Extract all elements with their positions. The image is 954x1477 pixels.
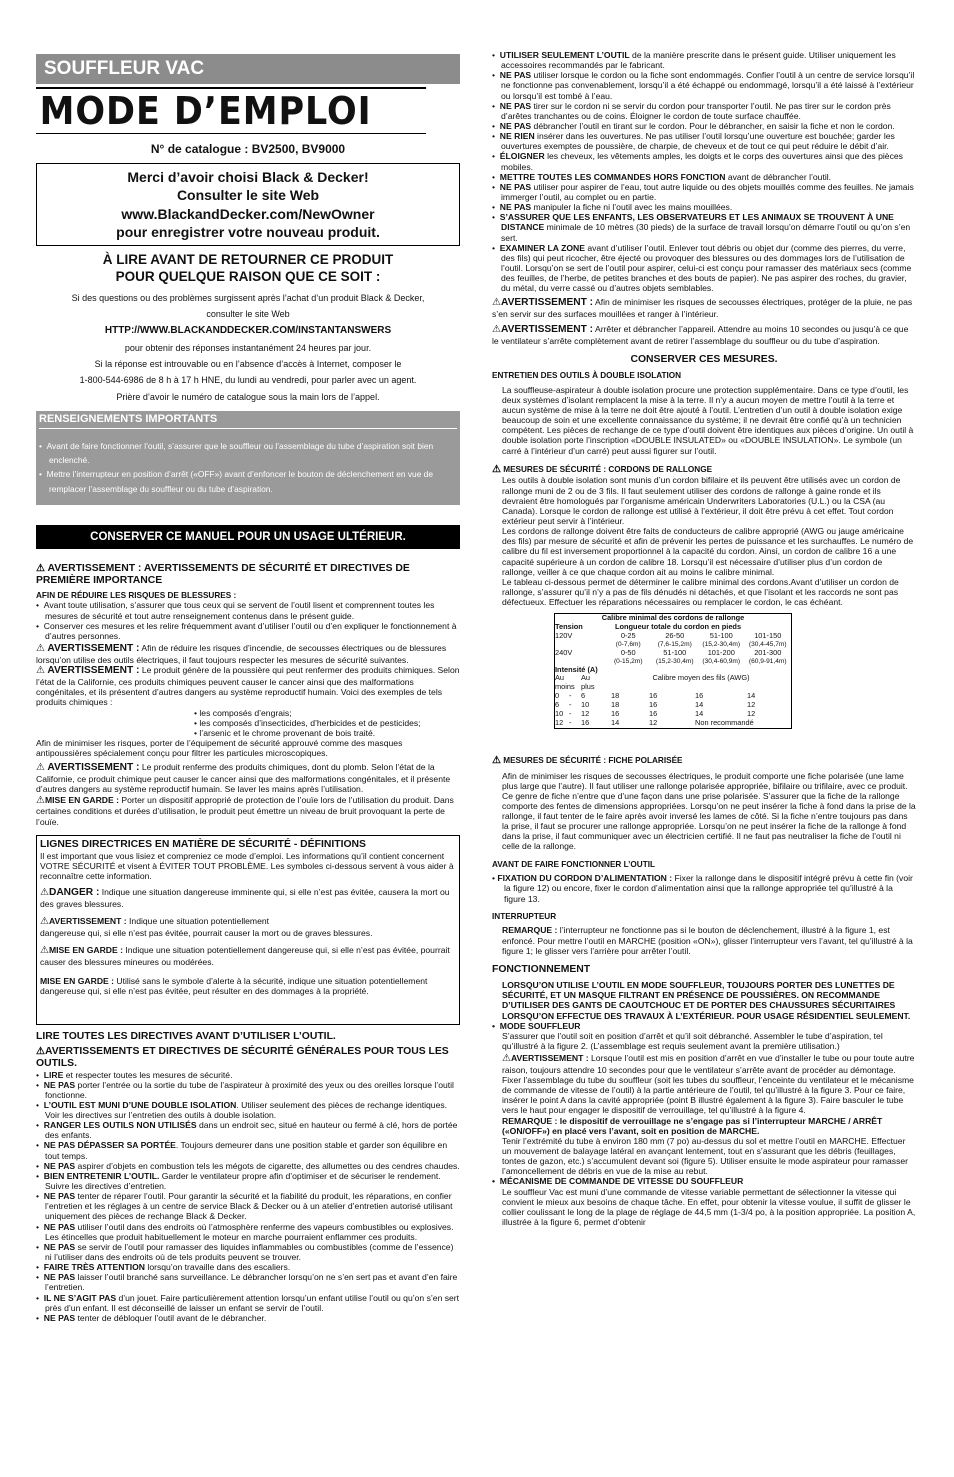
list-item: • l’arsenic et le chrome provenant de bois traité. bbox=[194, 727, 376, 738]
table-cell: 16 bbox=[649, 700, 658, 710]
item-text: les cheveux, les vêtements amples, les doigts et le corps des ouvertures ainsi que des pièces mobiles. bbox=[501, 151, 903, 172]
general-title-text: AVERTISSEMENTS ET DIRECTIVES DE SÉCURITÉ GÉNÉRALES POUR TOUS LES OUTILS. bbox=[36, 1045, 449, 1069]
heading-text: MODE SOUFFLEUR bbox=[499, 1020, 581, 1031]
item-text: Garder le ventilateur propre afin d’optimiser et de sécuriser le rendement. Suivre les directives d’entretien. bbox=[45, 1170, 441, 1192]
warning-triangle-icon: ⚠ bbox=[492, 754, 501, 766]
speed-control-heading: • MÉCANISME DE COMMANDE DE VITESSE DU SOUFFLEUR bbox=[492, 1176, 744, 1187]
item-lead: NE PAS bbox=[43, 1160, 76, 1171]
table-cell: 14 bbox=[611, 717, 620, 727]
heading-line: POUR QUELQUE RAISON QUE CE SOIT : bbox=[115, 268, 381, 284]
list-item: • NE PAS laisser l’outil branché sans surveillance. Le débrancher lorsqu’on ne s’en sert pas et avant d’en faire l’entretien. bbox=[36, 1272, 458, 1293]
definition-text: Indique une situation potentiellement dangereuse qui, si elle n’est pas évitée, pourrait causer des blessures mineures ou modérées. bbox=[40, 945, 450, 967]
column-header: Tension bbox=[555, 622, 583, 632]
table-cell: (0-7,6m) bbox=[615, 640, 641, 648]
item-text: tenter de réparer l’outil. Pour garantir la sécurité et la fiabilité du produit, les réparations, en confier l’entretien et les réglages à un centre de service Black & Decker ou à un atelier d’entretien autorisé utilisant uniquement des pièces de rechange Black & Decker. bbox=[45, 1191, 453, 1222]
table-row bbox=[555, 632, 791, 641]
item-lead: EXAMINER LA ZONE bbox=[499, 242, 585, 253]
continued-safety-list bbox=[492, 50, 916, 293]
double-insulation-text: La souffleuse-aspirateur à double isolation procure une protection supplémentaire. Dans ce type d’outil, les deux systèmes d’isolant remplacent la mise à la terre. Il n’y a aucun moyen de mettre l’outil à la terre et aucun système de mise à la terre ne doit être ajouté à l’outil. L’entretien d’un outil à double isolation exige beaucoup de soin et une excellente connaissance du système; il ne devrait être confié qu’à un technicien compétent. Les pièces de rechange de ce type d’outil doivent être identiques aux pièces d’origine. Un outil à double isolation porte l’inscription «DOUBLE INSULATED» ou «DOUBLE INSULATION». Le symbole (un carré à l’intérieur d’un carré) peut aussi figurer sur l’outil. bbox=[502, 384, 914, 456]
warning-text: Le produit renferme des produits chimiques, dont du plomb. Selon l’état de la Californie, ce produit chimique peut causer le cancer ainsi que des malformations congénitales, et il présente d’autres dangers au système reproductif humain. Se laver les mains après l’utilisation. bbox=[36, 762, 451, 795]
caution-text: Porter un dispositif approprié de protection de l’ouïe lors de l’utilisation du produit. Dans certaines conditions et durées d’utilisation, le produit peut émettre un niveau de bruit provoquant la perte de l’ouïe. bbox=[36, 794, 454, 827]
list-item: • NE PAS aspirer d’objets en combustion tels les mégots de cigarette, des allumettes ou des cendres chaudes. bbox=[36, 1160, 460, 1171]
thanks-line: Consulter le site Web bbox=[176, 187, 320, 204]
heading-text: MESURES DE SÉCURITÉ : CORDONS DE RALLONGE bbox=[503, 464, 713, 474]
warning-label: AVERTISSEMENT : bbox=[500, 297, 594, 309]
list-item: • Conserver ces mesures et les relire fréquemment avant d’utiliser l’outil ou d’en expliquer le fonctionnement à d’autres personnes. bbox=[36, 620, 457, 641]
table-row bbox=[555, 701, 791, 710]
list-item: • NE PAS tenter de débloquer l’outil avant de le débrancher. bbox=[36, 1312, 267, 1323]
definition-text: Indique une situation dangereuse imminente qui, si elle n’est pas évitée, causera la mort ou des graves blessures. bbox=[40, 887, 450, 910]
definitions-title: LIGNES DIRECTRICES EN MATIÈRE DE SÉCURITÉ - DÉFINITIONS bbox=[40, 838, 366, 850]
table-cell: (7,6-15,2m) bbox=[657, 640, 692, 648]
table-cell: Au bbox=[555, 673, 565, 683]
gauge-header: Calibre moyen des fils (AWG) bbox=[652, 673, 750, 683]
table-row bbox=[555, 692, 791, 701]
extension-cord-heading bbox=[492, 464, 916, 476]
table-cell: moins bbox=[555, 682, 575, 692]
table-cell: 51-100 bbox=[663, 647, 687, 657]
help-line: Si la réponse est introuvable ou en l’absence d’accès à Internet, composer le bbox=[94, 359, 402, 370]
definitions-intro: Il est important que vous lisiez et compreniez ce mode d’emploi. Les informations qu’il contient concernent VOTRE SÉCURITÉ et visent à ÉVITER TOUT PROBLÈME. Les symboles ci-dessous servent à vous aider à reconnaître cette information. bbox=[40, 850, 454, 881]
table-cell: 6 bbox=[555, 700, 560, 710]
item-lead: L’OUTIL EST MUNI D’UNE DOUBLE ISOLATION bbox=[43, 1099, 237, 1110]
paragraph: S’assurer que l’outil soit en position d’arrêt et qu’il soit débranché. Assembler le tube d’aspiration, tel qu’illustré à la figure 2. (L’assemblage est requis seulement avant la première utilisation.) bbox=[502, 1030, 883, 1051]
warning-text: Afin de minimiser les risques de secousses électriques, protéger de la pluie, ne pas s’en servir sur des surfaces mouillées et ranger à l’intérieur. bbox=[492, 297, 913, 320]
table-row bbox=[555, 710, 791, 719]
warning-triangle-icon: ⚠ bbox=[36, 665, 45, 677]
heading-line: À LIRE AVANT DE RETOURNER CE PRODUIT bbox=[102, 251, 394, 267]
list-item: • NE PAS porter l’entrée ou la sortie du tube de l’aspirateur à proximité des yeux ou des oreilles lorsque l’outil fonctionne. bbox=[36, 1079, 454, 1100]
item-lead: NE PAS bbox=[499, 202, 532, 213]
warning-triangle-icon: ⚠ bbox=[36, 762, 45, 774]
paragraph: Fixer l’assemblage du tube du souffleur (soit les tubes du souffleur, l’enceinte du ventilateur et le mécanisme de commande de vitesse de l’outil) à la partie antérieure de l’outil, tel qu’illustré à la figure 3. Pour ce faire, insérer le point A dans la cavité appropriée (point B illustré également à la figure 3). Faire basculer le tube vers le haut pour engager le dispositif de verrouillage, tel qu’illustré à la figure 4. bbox=[502, 1075, 914, 1116]
paragraph-text: l’interrupteur ne fonctionne pas si le bouton de déclenchement, illustré à la figure 1, est enfoncé. Pour mettre l’outil en MARCHE (position «ON»), glisser l’interrupteur vers l’avant, tel qu’illustré à la figure 1; le glisser vers l’arrière pour arrêter l’outil. bbox=[502, 925, 913, 956]
list-item: • IL NE S’AGIT PAS d’un jouet. Faire particulièrement attention lorsqu’un enfant utilise l’outil ou qu’on s’en sert près d’un enfant. Il est déconseillé de laisser un enfant se servir de l’outil. bbox=[36, 1292, 460, 1313]
table-cell: - bbox=[569, 717, 572, 727]
table-cell: - bbox=[569, 708, 572, 718]
paragraph: Les cordons de rallonge doivent être faits de conducteurs de calibre approprié (AWG ou jauge américaine des fils) par mesure de sécurité et afin de prévenir les pertes de puissance et les surchauffes. Le numéro de calibre du fil est inversement proportionnel à la capacité du cordon. Ainsi, un cordon de calibre 16 a une capacité supérieure à un cordon de calibre 18. Lorsqu’il est nécessaire d’utiliser plus d’un cordon de rallonge, veiller à ce que chaque cordon ait au moins le calibre minimal. bbox=[502, 526, 914, 577]
table-cell: 201-300 bbox=[754, 647, 782, 657]
item-lead: LIRE bbox=[43, 1069, 64, 1080]
safety-section bbox=[36, 563, 460, 827]
blower-mode-text bbox=[492, 1031, 916, 1177]
safety-title bbox=[36, 563, 460, 587]
general-list bbox=[36, 1070, 460, 1324]
caution-label: MISE EN GARDE : bbox=[40, 976, 115, 987]
help-line: Si des questions ou des problèmes surgissent après l’achat d’un produit Black & Decker, bbox=[71, 292, 425, 303]
table-cell: 6 bbox=[581, 691, 586, 701]
left-column bbox=[36, 54, 460, 1323]
list-item: • Avant de faire fonctionner l’outil, s’assurer que le souffleur ou l’assemblage du tube d’aspiration soit bien enclenché. bbox=[39, 440, 434, 466]
warning-triangle-icon: ⚠ bbox=[36, 562, 45, 574]
table-cell: (30,4-45,7m) bbox=[748, 640, 787, 648]
remark: REMARQUE : le dispositif de verrouillage ne s’engage pas si l’interrupteur MARCHE / ARRÊT («ON/OFF») en placé vers l’avant, soit en position de MARCHE. bbox=[502, 1115, 883, 1136]
keep-manual-banner: CONSERVER CE MANUEL POUR UN USAGE ULTÉRIEUR. bbox=[36, 525, 460, 549]
warning-triangle-icon: ⚠ bbox=[40, 945, 49, 957]
item-text: utiliser pour aspirer de l’eau, tout autre liquide ou des objets mouillés comme des feuilles. Ne jamais immerger l’outil, au complet ou en partie. bbox=[501, 181, 914, 202]
thanks-box bbox=[36, 163, 460, 246]
table-row bbox=[555, 649, 791, 658]
item-text: d’un jouet. Faire particulièrement attention lorsqu’un enfant utilise l’outil ou qu’on s’en sert près d’un enfant. Il est déconseillé de laisser un enfant se servir de l’outil. bbox=[45, 1292, 460, 1313]
paragraph-lead: REMARQUE : bbox=[502, 925, 558, 936]
important-info-title: RENSEIGNEMENTS IMPORTANTS bbox=[39, 413, 457, 429]
right-column bbox=[492, 50, 916, 1227]
item-text: avant d’utiliser l’outil. Enlever tout débris ou objet dur (comme des pierres, du verre, des fils) qui peut ricocher, être éjecté ou provoquer des blessures ou des dommages lors de l’utilisation de l’outil. Lorsqu’on se sert de l’outil pour aspirer, celui-ci est conçu pour ramasser des matériaux secs (comme des feuilles, de l’herbe, de petites branches et des bouts de papier). Ne pas aspirer des roches, du gravier, du métal, du verre cassé ou d’autres objets semblables. bbox=[501, 242, 912, 294]
table-cell: 12 bbox=[747, 700, 756, 710]
list-item: • NE RIEN insérer dans les ouvertures. Ne pas utiliser l’outil lorsqu’une ouverture est bouchée; garder les ouvertures exemptes de poussière, de charpie, de cheveux et de tout ce qui peut réduire le débit d’air. bbox=[492, 131, 895, 152]
page-title: MODE D’EMPLOI bbox=[36, 87, 426, 134]
product-banner: SOUFFLEUR VAC bbox=[36, 54, 460, 84]
table-cell: (15,2-30,4m) bbox=[655, 657, 694, 665]
paragraph-lead: FIXATION DU CORDON D’ALIMENTATION : bbox=[497, 873, 673, 884]
item-text: minimale de 10 mètres (30 pieds) de la surface de travail lorsqu’on démarre l’outil ou qu’on s’en sert. bbox=[501, 222, 911, 243]
read-all-heading: LIRE TOUTES LES DIRECTIVES AVANT D’UTILISER L’OUTIL. bbox=[36, 1030, 336, 1042]
switch-paragraph bbox=[492, 925, 916, 955]
list-item: • METTRE TOUTES LES COMMANDES HORS FONCTION avant de débrancher l’outil. bbox=[492, 171, 832, 182]
item-lead: S’ASSURER QUE LES ENFANTS, LES OBSERVATEURS ET LES ANIMAUX SE TROUVENT À UNE DISTANCE bbox=[499, 212, 894, 233]
important-info-box bbox=[36, 411, 460, 505]
injury-heading: AFIN DE RÉDUIRE LES RISQUES DE BLESSURES : bbox=[36, 590, 237, 600]
warning-label: AVERTISSEMENT : bbox=[47, 665, 140, 677]
item-text: débrancher l’outil en tirant sur le cordon. Pour le débrancher, en saisir la fiche et non le cordon. bbox=[531, 120, 895, 131]
item-lead: NE PAS bbox=[43, 1079, 76, 1090]
danger-definition bbox=[40, 887, 456, 909]
item-text: insérer dans les ouvertures. Ne pas utiliser l’outil lorsqu’une ouverture est bouchée; garder les ouvertures exemptes de poussière, de charpie, de cheveux et de tout ce qui peut réduire le débit d’air. bbox=[501, 131, 895, 152]
item-text: se servir de l’outil pour ramasser des liquides inflammables ou combustibles (comme de l’essence) ni l’utiliser dans des endroits où de tels produits peuvent se trouver. bbox=[45, 1241, 454, 1263]
item-lead: NE PAS bbox=[43, 1312, 76, 1323]
table-cell: 12 bbox=[555, 717, 564, 727]
operation-warning: LORSQU’ON UTILISE L’OUTIL EN MODE SOUFFLEUR, TOUJOURS PORTER DES LUNETTES DE SÉCURITÉ, ET UN MASQUE FILTRANT EN PRÉSENCE DE POUSSIÈRES. ON RECOMMANDE D’UTILISER DES GANTS DE CAOUTCHOUC ET DE PORTER DES CHAUSSURES SÉCURITAIRES LORSQU’ON EFFECTUE DES TRAVAUX À L’EXTÉRIEUR. POUR USAGE RÉSIDENTIEL SEULEMENT. bbox=[502, 980, 911, 1021]
item-lead: ÉLOIGNER bbox=[499, 151, 545, 162]
item-text: utiliser lorsque le cordon ou la fiche sont endommagés. Confier l’outil à un centre de service lorsqu’il ne fonctionne pas convenablement, lorsqu’il a été échappé ou endommagé, lorsqu’il a été laissé à l’extérieur ou lorsqu’il est tombé à l’eau. bbox=[501, 70, 915, 101]
warning-definition bbox=[40, 916, 456, 938]
operation-heading: FONCTIONNEMENT bbox=[492, 963, 591, 975]
table-cell: 240V bbox=[555, 647, 573, 657]
warning-label: AVERTISSEMENT : bbox=[48, 916, 127, 927]
cord-gauge-table bbox=[554, 613, 792, 728]
list-item: • Mettre l’interrupteur en position d’arrêt («OFF») avant d’enfoncer le bouton de déclenchement en vue de remplacer l’assemblage du souffleur ou du tube d’aspiration. bbox=[39, 469, 433, 494]
paragraph: Tenir l’extrémité du tube à environ 180 mm (7 po) au-dessus du sol et mettre l’outil en MARCHE. Effectuer un mouvement de balayage latéral en avançant lentement, tout en s’assurant que les débris (feuillages, tontes de gazon, etc.) s’accumulent devant soi (figure 5). Utiliser ensuite le mode aspirateur pour ramasser l’amoncellement de débris en vue de la mise au rebut. bbox=[502, 1135, 909, 1177]
phone-line: 1-800-544-6986 de 8 h à 17 h HNE, du lundi au vendredi, pour parler avec un agent. bbox=[79, 375, 417, 386]
item-text: laisser l’outil branché sans surveillance. Le débrancher lorsqu’on ne s’en sert pas et avant d’en faire l’entretien. bbox=[45, 1272, 458, 1293]
heading-text: MÉCANISME DE COMMANDE DE VITESSE DU SOUFFLEUR bbox=[499, 1176, 744, 1187]
item-lead: NE RIEN bbox=[499, 131, 535, 142]
thanks-line: pour enregistrer votre nouveau produit. bbox=[116, 223, 380, 240]
item-text: . Utiliser seulement des pièces de rechange identiques. Voir les directives sur l’entretien des outils à double isolation. bbox=[45, 1099, 448, 1121]
table-cell: 14 bbox=[695, 708, 704, 718]
table-cell: 12 bbox=[581, 708, 590, 718]
warning-text: Arrêter et débrancher l’appareil. Attendre au moins 10 secondes ou jusqu’à ce que le ventilateur s’arrête complètement avant de retirer l’assemblage du souffleur ou du tube d’aspiration. bbox=[492, 323, 909, 346]
table-cell: - bbox=[569, 700, 572, 710]
caution-label: MISE EN GARDE : bbox=[44, 794, 119, 805]
item-lead: NE PAS bbox=[499, 120, 532, 131]
item-lead: METTRE TOUTES LES COMMANDES HORS FONCTION bbox=[499, 171, 726, 182]
list-item: • RANGER LES OUTILS NON UTILISÉS dans un endroit sec, situé en hauteur ou fermé à clé, hors de portée des enfants. bbox=[36, 1120, 458, 1141]
item-text: tirer sur le cordon ni se servir du cordon pour transporter l’outil. Ne pas tirer sur le cordon près d’arêtes tranchantes ou de coins. Éloigner le cordon de toute surface chauffée. bbox=[501, 100, 891, 121]
injury-list bbox=[36, 600, 460, 641]
help-line: pour obtenir des réponses instantanément 24 heures par jour. bbox=[124, 343, 372, 354]
paragraph: Les outils à double isolation sont munis d’un cordon bifilaire et ils peuvent être utilisés avec un cordon de rallonge muni de 2 ou de 3 fils. Il faut seulement utiliser des cordons de rallonge à gaine ronde et ils devraient être homologués par l’organisme américain Underwriters Laboratories (U.L.) ou la CSA (au Canada). Lorsque le cordon de rallonge est utilisé à l’extérieur, il doit être prévu à cet effet. Tout cordon extérieur peut servir à l’intérieur. bbox=[502, 475, 901, 526]
item-lead: BIEN ENTRETENIR L’OUTIL. bbox=[43, 1170, 160, 1181]
item-text: Avant de faire fonctionner l’outil, s’assurer que le souffleur ou l’assemblage du tube d’aspiration soit bien enclenché. bbox=[46, 440, 434, 466]
list-item: • NE PAS débrancher l’outil en tirant sur le cordon. Pour le débrancher, en saisir la fiche et non le cordon. bbox=[492, 120, 895, 131]
table-cell: 14 bbox=[747, 691, 756, 701]
item-lead: UTILISER SEULEMENT L’OUTIL bbox=[499, 50, 630, 60]
table-cell: 16 bbox=[581, 717, 590, 727]
item-lead: NE PAS bbox=[43, 1241, 76, 1252]
amperage-header: Intensité (A) bbox=[555, 664, 598, 674]
column-header: Longueur totale du cordon en pieds bbox=[615, 622, 742, 632]
table-cell: 16 bbox=[611, 708, 620, 718]
table-cell: 101-200 bbox=[707, 647, 735, 657]
table-cell: Au bbox=[581, 673, 591, 683]
table-cell: 120V bbox=[555, 631, 573, 641]
thanks-line: Merci d’avoir choisi Black & Decker! bbox=[127, 169, 369, 186]
paragraph: Le tableau ci-dessous permet de déterminer le calibre minimal des cordons.Avant d’utiliser un cordon de rallonge, s’assurer qu’il n’y a pas de fils dénudés ni détachés, et que l’isolant et les raccords ne sont pas défectueux. Effectuer les réparations nécessaires ou remplacer le cordon, le cas échéant. bbox=[502, 576, 899, 608]
list-item: • les composés d’insecticides, d’herbicides et de pesticides; bbox=[194, 717, 421, 728]
table-cell: 0-25 bbox=[620, 631, 636, 641]
warning-label: AVERTISSEMENT : bbox=[47, 762, 140, 774]
instant-answers-link[interactable]: HTTP://WWW.BLACKANDDECKER.COM/INSTANTANSWERS bbox=[104, 325, 392, 337]
list-item: • NE PAS utiliser l’outil dans des endroits où l’atmosphère renferme des vapeurs combustibles ou explosives. Les étincelles que produit habituellement le moteur en marche pourraient enflammer ces produits. bbox=[36, 1221, 454, 1242]
warning-triangle-icon: ⚠ bbox=[502, 1053, 511, 1065]
paragraph-text: Fixer la rallonge dans le dispositif intégré prévu à cette fin (voir la figure 12) ou encore, fixer le cordon d’alimentation ainsi que la rallonge appropriée tel qu’illustré à la figure 13. bbox=[504, 873, 913, 904]
list-item: • NE PAS utiliser pour aspirer de l’eau, tout autre liquide ou des objets mouillés comme des feuilles. Ne jamais immerger l’outil, au complet ou en partie. bbox=[492, 181, 914, 202]
definitions-box bbox=[36, 835, 460, 1025]
table-row bbox=[555, 719, 791, 728]
item-lead: NE PAS DÉPASSER SA PORTÉE bbox=[43, 1140, 176, 1151]
warning-triangle-icon: ⚠ bbox=[40, 887, 49, 899]
list-item: • les composés d’engrais; bbox=[194, 707, 292, 718]
item-text: Conserver ces mesures et les relire fréquemment avant d’utiliser l’outil ou d’en expliquer le fonctionnement à d’autres personnes. bbox=[43, 620, 457, 641]
list-item: • EXAMINER LA ZONE avant d’utiliser l’outil. Enlever tout débris ou objet dur (comme des pierres, du verre, des fils) qui peut ricocher, être éjecté ou provoquer des blessures ou des dommages lors de l’utilisation de l’outil. Lorsqu’on se sert de l’outil pour aspirer, celui-ci est conçu pour ramasser des matériaux secs (comme des feuilles, de l’herbe, de petites branches et des bouts de papier). Ne pas aspirer des roches, du gravier, du métal, du verre cassé ou d’autres objets semblables. bbox=[492, 242, 912, 294]
list-item: • LIRE et respecter toutes les mesures de sécurité. bbox=[36, 1069, 233, 1080]
warning-triangle-icon: ⚠ bbox=[40, 916, 49, 928]
list-item: • BIEN ENTRETENIR L’OUTIL. Garder le ventilateur propre afin d’optimiser et de sécuriser le rendement. Suivre les directives d’entretien. bbox=[36, 1170, 441, 1192]
table-cell: (15,2-30,4m) bbox=[702, 640, 741, 648]
warning-paragraph bbox=[492, 324, 916, 346]
list-item: • NE PAS DÉPASSER SA PORTÉE. Toujours demeurer dans une position stable et garder son équilibre en tout temps. bbox=[36, 1140, 448, 1161]
list-item: • UTILISER SEULEMENT L’OUTIL de la manière prescrite dans le présent guide. Utiliser uniquement les accessoires recommandés par le fabricant. bbox=[492, 50, 896, 71]
important-info-list bbox=[39, 439, 457, 496]
item-lead: NE PAS bbox=[43, 1221, 76, 1232]
list-item: • Avant toute utilisation, s’assurer que tous ceux qui se servent de l’outil lisent et comprennent toutes les mesures de sécurité et tout autre renseignement contenus dans le présent guide. bbox=[36, 600, 435, 621]
table-cell: 16 bbox=[649, 708, 658, 718]
item-text: . Toujours demeurer dans une position stable et garder son équilibre en tout temps. bbox=[45, 1140, 448, 1161]
item-text: aspirer d’objets en combustion tels les mégots de cigarette, des allumettes ou des cendres chaudes. bbox=[75, 1160, 460, 1171]
help-text bbox=[36, 290, 460, 405]
blower-mode-heading: • MODE SOUFFLEUR bbox=[492, 1020, 581, 1031]
caution-definition bbox=[40, 945, 456, 967]
warning-paragraph bbox=[36, 665, 460, 707]
warning-text: Lorsque l’outil est mis en position d’arrêt en vue d’installer le tube ou pour toute autre raison, toujours attendre 10 secondes pour que le ventilateur s’arrête avant de procéder au démontage. bbox=[502, 1053, 915, 1075]
warning-label: AVERTISSEMENT : bbox=[510, 1053, 589, 1064]
warning-paragraph bbox=[36, 762, 460, 794]
table-cell: plus bbox=[581, 682, 595, 692]
help-line: Prière d’avoir le numéro de catalogue sous la main lors de l’appel. bbox=[116, 391, 380, 402]
safety-title-text: AVERTISSEMENT : AVERTISSEMENTS DE SÉCURITÉ ET DIRECTIVES DE PREMIÈRE IMPORTANCE bbox=[36, 562, 410, 586]
item-text: lorsqu’on travaille dans des escaliers. bbox=[145, 1262, 291, 1273]
warning-triangle-icon: ⚠ bbox=[36, 794, 45, 806]
table-cell: 26-50 bbox=[665, 631, 685, 641]
caution-paragraph bbox=[36, 795, 460, 827]
warning-triangle-icon: ⚠ bbox=[492, 323, 501, 335]
list-item: • S’ASSURER QUE LES ENFANTS, LES OBSERVATEURS ET LES ANIMAUX SE TROUVENT À UNE DISTANCE minimale de 10 mètres (30 pieds) de la surface de travail lorsqu’on démarre l’outil ou qu’on s’en sert. bbox=[492, 212, 911, 243]
list-item: • ÉLOIGNER les cheveux, les vêtements amples, les doigts et le corps des ouvertures ainsi que des pièces mobiles. bbox=[492, 151, 903, 172]
table-cell: 101-150 bbox=[754, 631, 782, 641]
warning-label: AVERTISSEMENT : bbox=[500, 323, 594, 335]
warning-paragraph bbox=[492, 297, 916, 319]
warning-triangle-icon: ⚠ bbox=[492, 297, 501, 309]
warning-paragraph bbox=[36, 643, 460, 665]
register-link[interactable]: www.BlackandDecker.com/NewOwner bbox=[121, 205, 375, 222]
table-cell: 12 bbox=[649, 717, 658, 727]
warning-triangle-icon: ⚠ bbox=[36, 642, 45, 654]
keep-measures-heading: CONSERVER CES MESURES. bbox=[630, 353, 778, 365]
item-lead: NE PAS bbox=[499, 181, 532, 192]
danger-label: DANGER : bbox=[48, 887, 100, 899]
item-text: tenter de débloquer l’outil avant de le débrancher. bbox=[75, 1312, 267, 1323]
before-operation-heading: AVANT DE FAIRE FONCTIONNER L’OUTIL bbox=[492, 859, 655, 869]
warning-text: Le produit génère de la poussière qui peut renfermer des produits chimiques. Selon l’état de la Californie, ces produits chimiques peuvent causer le cancer ainsi que des malformations congénitales, et ils présentent d’autres dangers au système reproductif humain. Voici des exemples de tels produits chimiques : bbox=[36, 665, 460, 708]
list-item: • NE PAS tenter de réparer l’outil. Pour garantir la sécurité et la fiabilité du produit, les réparations, en confier l’entretien et les réglages à un centre de service Black & Decker ou à un atelier d’entretien autorisé utilisant uniquement des pièces de rechange Black & Decker. bbox=[36, 1191, 453, 1222]
item-lead: NE PAS bbox=[499, 70, 532, 81]
table-cell: 0 bbox=[555, 691, 560, 701]
table-cell: (30,4-60,9m) bbox=[702, 657, 741, 665]
warning-triangle-icon: ⚠ bbox=[36, 1045, 45, 1057]
catalog-number: N° de catalogue : BV2500, BV9000 bbox=[150, 142, 346, 156]
switch-heading: INTERRUPTEUR bbox=[492, 911, 557, 921]
item-lead: NE PAS bbox=[499, 100, 532, 111]
warning-text: Afin de minimiser les risques, porter de l’équipement de sécurité approuvé comme des masques antipoussières spécialement conçu pour filtrer les particules microscopiques. bbox=[36, 737, 403, 759]
heading-text: MESURES DE SÉCURITÉ : FICHE POLARISÉE bbox=[503, 755, 683, 765]
item-text: et respecter toutes les mesures de sécurité. bbox=[63, 1069, 233, 1080]
table-cell: - bbox=[569, 691, 572, 701]
item-text: utiliser l’outil dans des endroits où l’atmosphère renferme des vapeurs combustibles ou explosives. Les étincelles que produit habituellement le moteur en marche pourraient enflammer ces produits. bbox=[45, 1221, 454, 1242]
warning-text: Afin de réduire les risques d’incendie, de secousses électriques ou de blessures lorsqu’on utilise des outils électriques, il faut toujours respecter les mesures de sécurité suivantes. bbox=[36, 642, 447, 665]
definition-text: Utilisé sans le symbole d’alerte à la sécurité, indique une situation potentiellement dangereuse qui, si elle n’est pas évitée, peut résulter en des dommages à la propriété. bbox=[40, 976, 428, 997]
item-lead: RANGER LES OUTILS NON UTILISÉS bbox=[43, 1120, 197, 1131]
list-item: • NE PAS manipuler la fiche ni l’outil avec les mains mouillées. bbox=[492, 202, 733, 213]
general-section bbox=[36, 1031, 460, 1323]
item-text: porter l’entrée ou la sortie du tube de l’aspirateur à proximité des yeux ou des oreilles lorsque l’outil fonctionne. bbox=[45, 1079, 454, 1100]
help-line: consulter le site Web bbox=[206, 308, 290, 319]
table-cell: 51-100 bbox=[709, 631, 733, 641]
table-cell: (60,9-91,4m) bbox=[748, 657, 787, 665]
table-cell: 16 bbox=[695, 691, 704, 701]
caution-label: MISE EN GARDE : bbox=[48, 945, 123, 956]
general-title bbox=[36, 1046, 460, 1070]
item-text: dans un endroit sec, situé en hauteur ou fermé à clé, hors de portée des enfants. bbox=[45, 1120, 458, 1141]
table-title: Calibre minimal des cordons de rallonge bbox=[601, 613, 745, 623]
item-lead: NE PAS bbox=[43, 1191, 76, 1202]
table-cell: 18 bbox=[611, 691, 620, 701]
polarized-plug-text: Afin de minimiser les risques de secousses électriques, le produit comporte une fiche polarisée (une lame plus large que l’autre). Il faut utiliser une rallonge polarisée appropriée, bifilaire ou trifilaire, avec ce produit. Ce genre de fiche n’entre que d’une façon dans une prise polarisée. S’assurer que la fiche de la rallonge comporte des fentes de dimensions appropriées. Lorsqu’on ne peut insérer la fiche à fond dans la prise de la rallonge, il faut tenter de le faire après avoir inversé les lames de côté. Si la fiche n’entre toujours pas dans la prise, il faut se procurer une rallonge appropriée. Lorsqu’on ne peut insérer la fiche de la rallonge à fond dans la prise, il faut communiquer avec un électricien certifié. Il ne faut pas neutraliser la fiche de l’outil ni celle de la rallonge. bbox=[502, 770, 916, 852]
table-cell: Non recommandé bbox=[695, 717, 754, 727]
definition-text: Indique une situation potentiellement bbox=[129, 916, 270, 927]
warning-paragraph bbox=[502, 1053, 916, 1075]
item-lead: FAIRE TRÈS ATTENTION bbox=[43, 1262, 146, 1273]
list-item: • L’OUTIL EST MUNI D’UNE DOUBLE ISOLATION. Utiliser seulement des pièces de rechange identiques. Voir les directives sur l’entretien des outils à double isolation. bbox=[36, 1099, 448, 1121]
table-cell: 18 bbox=[611, 700, 620, 710]
warning-label: AVERTISSEMENT : bbox=[47, 642, 140, 654]
table-cell: 16 bbox=[649, 691, 658, 701]
table-cell: 0-50 bbox=[620, 647, 636, 657]
item-lead: NE PAS bbox=[43, 1272, 76, 1283]
list-item: • NE PAS tirer sur le cordon ni se servir du cordon pour transporter l’outil. Ne pas tirer sur le cordon près d’arêtes tranchantes ou de coins. Éloigner le cordon de toute surface chauffée. bbox=[492, 100, 891, 121]
property-caution-definition bbox=[40, 976, 456, 996]
speed-control-text: Le souffleur Vac est muni d’une commande de vitesse variable permettant de sélectionner la vitesse qui convient le mieux aux besoins de chaque tâche. En effet, pour obtenir la vitesse voulue, il suffit de glisser le collier coulissant le long de la plage de réglage de 44,5 mm (1-3/4 po, à la position appropriée. La position A, illustrée à la figure 6, permet d’obtenir bbox=[502, 1186, 916, 1227]
list-item: • NE PAS se servir de l’outil pour ramasser des liquides inflammables ou combustibles (comme de l’essence) ni l’utiliser dans des endroits où de tels produits peuvent se trouver. bbox=[36, 1241, 454, 1263]
double-insulation-heading: ENTRETIEN DES OUTILS À DOUBLE ISOLATION bbox=[492, 370, 682, 380]
before-return-heading bbox=[36, 252, 460, 286]
item-text: de la manière prescrite dans le présent guide. Utiliser uniquement les accessoires recommandés par le fabricant. bbox=[501, 50, 896, 71]
list-item: • FAIRE TRÈS ATTENTION lorsqu’on travaille dans des escaliers. bbox=[36, 1262, 291, 1273]
list-item: • NE PAS utiliser lorsque le cordon ou la fiche sont endommagés. Confier l’outil à un centre de service lorsqu’il ne fonctionne pas convenablement, lorsqu’il a été échappé ou endommagé, lorsqu’il a été laissé à l’extérieur ou lorsqu’il est tombé à l’eau. bbox=[492, 70, 915, 101]
item-text: manipuler la fiche ni l’outil avec les mains mouillées. bbox=[531, 202, 733, 213]
table-cell: 10 bbox=[581, 700, 590, 710]
item-text: Mettre l’interrupteur en position d’arrêt («OFF») avant d’enfoncer le bouton de déclenchement en vue de remplacer l’assemblage du souffleur ou du tube d’aspiration. bbox=[46, 469, 433, 494]
extension-cord-text bbox=[492, 475, 916, 607]
table-cell: 12 bbox=[747, 708, 756, 718]
warning-triangle-icon: ⚠ bbox=[492, 463, 501, 475]
table-row bbox=[555, 683, 791, 692]
cord-retention-paragraph: • FIXATION DU CORDON D’ALIMENTATION : Fixer la rallonge dans le dispositif intégré prévu à cette fin (voir la figure 12) ou encore, fixer le cordon d’alimentation ainsi que la rallonge appropriée tel qu’illustré à la figure 13. bbox=[492, 873, 913, 904]
chemicals-list bbox=[36, 708, 460, 738]
item-lead: IL NE S’AGIT PAS bbox=[43, 1292, 117, 1303]
definition-text: dangereuse qui, si elle n’est pas évitée, pourrait causer la mort ou de graves blessures. bbox=[40, 927, 373, 938]
item-text: Avant toute utilisation, s’assurer que tous ceux qui se servent de l’outil lisent et comprennent toutes les mesures de sécurité et tout autre renseignement contenus dans le présent guide. bbox=[43, 600, 435, 621]
table-cell: (0-15,2m) bbox=[613, 657, 643, 665]
table-cell: 10 bbox=[555, 708, 564, 718]
polarized-plug-heading bbox=[492, 755, 916, 767]
item-text: avant de débrancher l’outil. bbox=[725, 171, 832, 182]
table-cell: 14 bbox=[695, 700, 704, 710]
